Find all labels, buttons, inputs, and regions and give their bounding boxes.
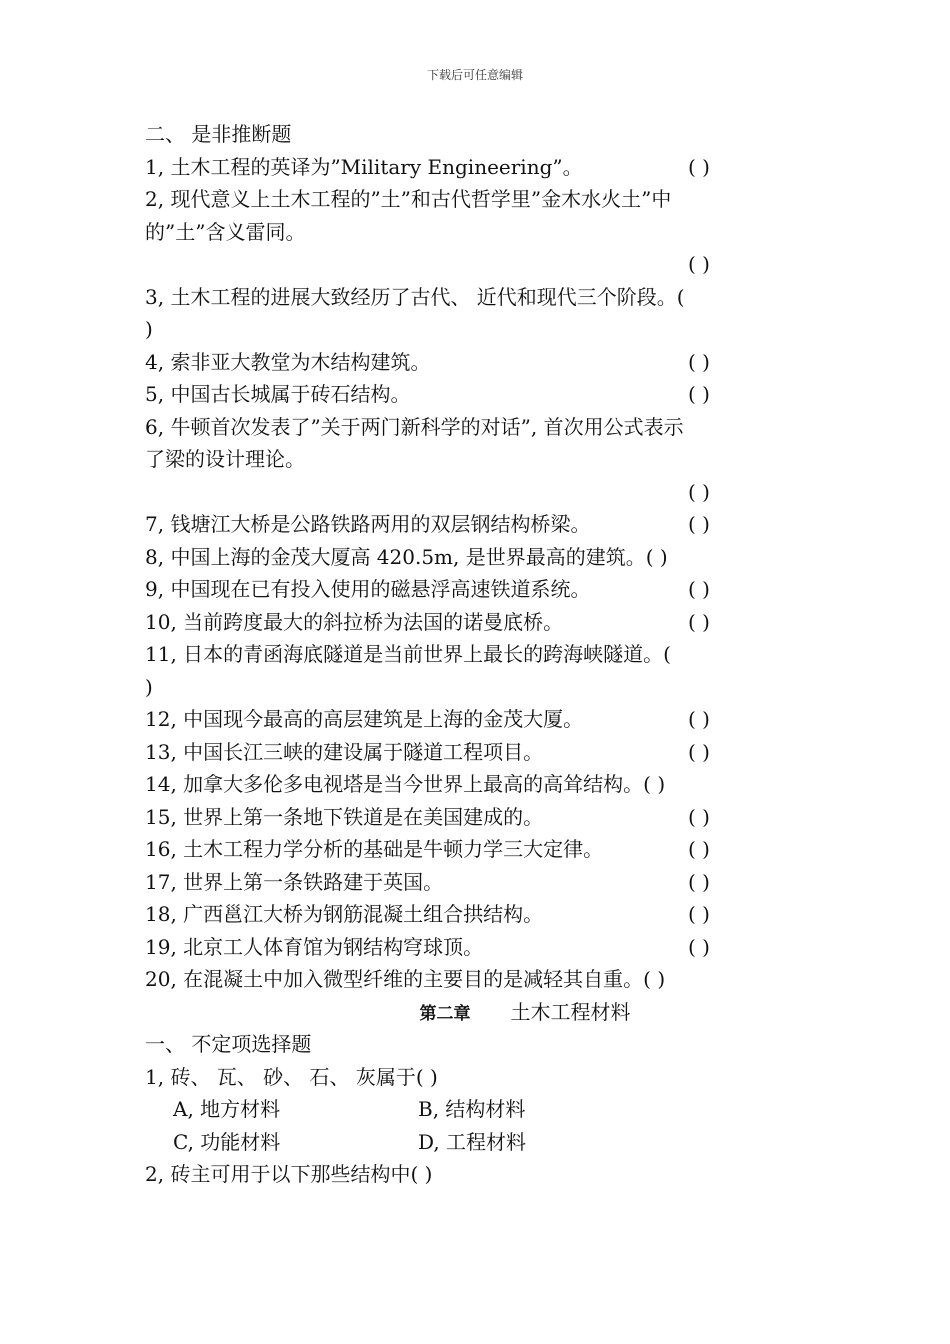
question-6-paren-line: [145, 476, 825, 509]
question-3-cont: ): [145, 317, 153, 341]
answer-paren: ( ): [688, 349, 710, 374]
page-header: 下载后可任意编辑: [426, 68, 523, 82]
answer-paren: ( ): [688, 609, 710, 634]
question-15: 15, 世界上第一条地下铁道是在美国建成的。 ( ): [145, 801, 825, 834]
question-6: 6, 牛顿首次发表了”关于两门新科学的对话”, 首次用公式表示: [145, 414, 684, 439]
question-12: 12, 中国现今最高的高层建筑是上海的金茂大厦。 ( ): [145, 703, 825, 736]
answer-paren: ( ): [688, 902, 710, 926]
answer-paren: ( ): [688, 739, 710, 764]
question-20: 20, 在混凝土中加入微型纤维的主要目的是减轻其自重。( ): [145, 967, 666, 991]
chapter-number: 第二章: [419, 1003, 471, 1024]
question-19: 19, 北京工人体育馆为钢结构穹球顶。 ( ): [145, 931, 825, 964]
question-10: 10, 当前跨度最大的斜拉桥为法国的诺曼底桥。 ( ): [145, 606, 825, 639]
mc-question-2: 2, 砖主可用于以下那些结构中( ): [145, 1162, 433, 1186]
answer-paren: ( ): [688, 382, 710, 406]
option-a: A, 地方材料: [173, 1097, 281, 1121]
document-body: [145, 118, 825, 1191]
question-8: 8, 中国上海的金茂大厦高 420.5m, 是世界最高的建筑。( ): [145, 544, 668, 569]
question-3: 3, 土木工程的进展大致经历了古代、 近代和现代三个阶段。(: [145, 284, 685, 309]
chapter-title: 土木工程材料: [510, 999, 631, 1024]
question-2-paren-line: [145, 248, 825, 281]
question-16: 16, 土木工程力学分析的基础是牛顿力学三大定律。 ( ): [145, 833, 825, 866]
question-14: 14, 加拿大多伦多电视塔是当今世界上最高的高耸结构。( ): [145, 772, 666, 796]
answer-paren: ( ): [688, 577, 710, 601]
option-d: D, 工程材料: [418, 1129, 527, 1154]
answer-paren: ( ): [688, 934, 710, 959]
question-5: 5, 中国古长城属于砖石结构。 ( ): [145, 378, 825, 411]
chapter-heading: [145, 996, 825, 1029]
question-11: 11, 日本的青函海底隧道是当前世界上最长的跨海峡隧道。(: [145, 642, 671, 666]
question-7: 7, 钱塘江大桥是公路铁路两用的双层钢结构桥梁。 ( ): [145, 508, 825, 541]
mc-question-1-options-cd: [145, 1126, 825, 1159]
answer-paren: ( ): [688, 479, 710, 504]
mc-question-1-options-ab: [145, 1093, 825, 1126]
question-11-cont: ): [145, 674, 153, 699]
section-title-true-false: 二、 是非推断题: [145, 122, 292, 146]
section-title-multiple-choice: 一、 不定项选择题: [145, 1032, 312, 1056]
question-9: 9, 中国现在已有投入使用的磁悬浮高速铁道系统。 ( ): [145, 573, 825, 606]
option-b: B, 结构材料: [418, 1097, 526, 1121]
question-1: 1, 土木工程的英译为”Military Engineering”。 ( ): [145, 151, 825, 184]
question-2: 2, 现代意义上土木工程的”土”和古代哲学里”金木水火土”中: [145, 187, 672, 211]
option-c: C, 功能材料: [173, 1129, 281, 1154]
question-17: 17, 世界上第一条铁路建于英国。 ( ): [145, 866, 825, 899]
question-4: 4, 索非亚大教堂为木结构建筑。 ( ): [145, 346, 825, 379]
question-18: 18, 广西邕江大桥为钢筋混凝土组合拱结构。 ( ): [145, 898, 825, 931]
question-6-cont: 了梁的设计理论。: [145, 447, 305, 471]
question-2-cont: 的”土”含义雷同。: [145, 219, 306, 244]
mc-question-1: 1, 砖、 瓦、 砂、 石、 灰属于( ): [145, 1064, 438, 1089]
answer-paren: ( ): [688, 252, 710, 276]
question-13: 13, 中国长江三峡的建设属于隧道工程项目。 ( ): [145, 736, 825, 769]
answer-paren: ( ): [688, 804, 710, 829]
answer-paren: ( ): [688, 837, 710, 861]
answer-paren: ( ): [688, 512, 710, 536]
answer-paren: ( ): [688, 869, 710, 894]
answer-paren: ( ): [688, 154, 710, 179]
answer-paren: ( ): [688, 707, 710, 731]
